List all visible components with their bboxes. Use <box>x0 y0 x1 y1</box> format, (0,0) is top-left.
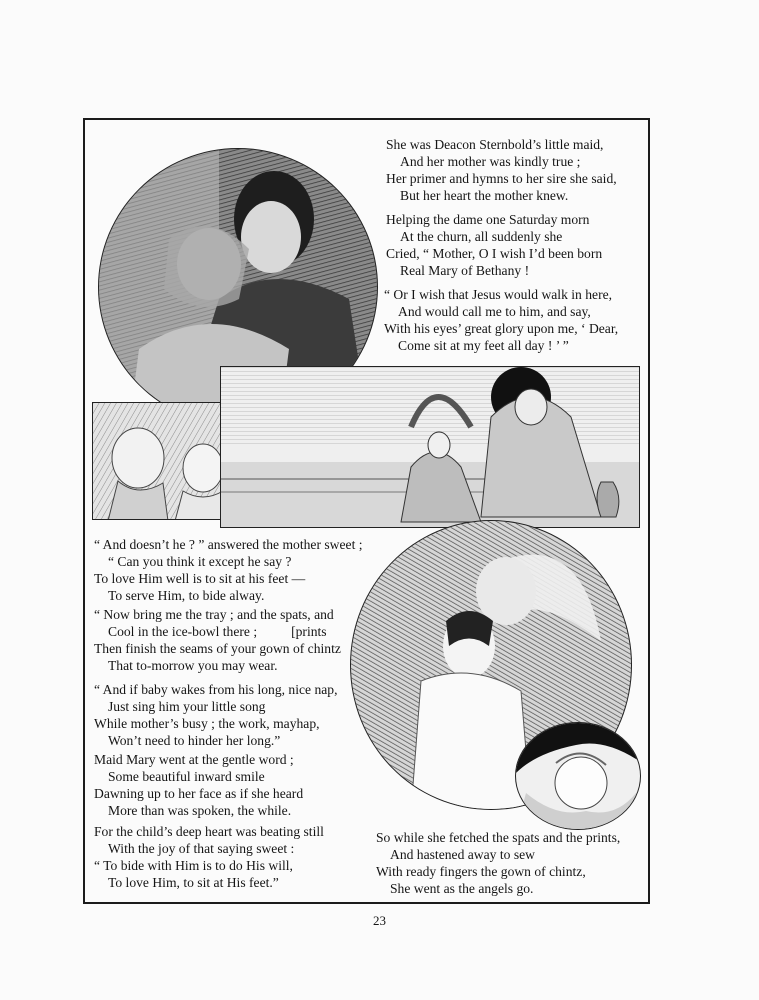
verse-line: More than was spoken, the while. <box>108 803 292 818</box>
verse-line: Some beautiful inward smile <box>108 769 265 784</box>
verse-line: At the churn, all suddenly she <box>400 229 563 244</box>
verse-line: She went as the angels go. <box>390 881 534 896</box>
verse-line: To serve Him, to bide alway. <box>108 588 265 603</box>
stanza-7 <box>94 751 303 819</box>
verse-line: “ Now bring me the tray ; and the spats, and <box>94 607 334 622</box>
stanza-2 <box>386 211 602 279</box>
stanza-9 <box>376 829 620 897</box>
baby-face-illustration <box>515 722 641 830</box>
page-number: 23 <box>373 913 386 928</box>
verse-line: With ready fingers the gown of chintz, <box>376 864 586 879</box>
verse-line: That to-morrow you may wear. <box>108 658 278 673</box>
verse-line: Cool in the ice-bowl there ; [prints <box>108 624 327 639</box>
stanza-5 <box>94 606 341 674</box>
verse-line: Then finish the seams of your gown of chintz <box>94 641 341 656</box>
stanza-1 <box>386 136 617 204</box>
verse-line: For the child’s deep heart was beating still <box>94 824 324 839</box>
stanza-6 <box>94 681 338 749</box>
mary-at-jesus-feet-illustration <box>220 366 640 528</box>
verse-line: She was Deacon Sternbold’s little maid, <box>386 137 604 152</box>
stanza-3 <box>384 286 618 354</box>
verse-line: Maid Mary went at the gentle word ; <box>94 752 294 767</box>
verse-line: And her mother was kindly true ; <box>400 154 581 169</box>
verse-line: Dawning up to her face as if she heard <box>94 786 304 801</box>
verse-line: To love Him, to sit at His feet.” <box>108 875 279 890</box>
verse-line: But her heart the mother knew. <box>400 188 569 203</box>
verse-line: Cried, “ Mother, O I wish I’d been born <box>386 246 603 261</box>
verse-line: “ Can you think it except he say ? <box>108 554 292 569</box>
verse-line: Won’t need to hinder her long.” <box>108 733 281 748</box>
verse-line: Her primer and hymns to her sire she said, <box>386 171 617 186</box>
verse-line: While mother’s busy ; the work, mayhap, <box>94 716 320 731</box>
verse-line: So while she fetched the spats and the prints, <box>376 830 621 845</box>
verse-line: “ Or I wish that Jesus would walk in here, <box>384 287 613 302</box>
verse-line: Real Mary of Bethany ! <box>400 263 530 278</box>
stanza-4 <box>94 536 363 604</box>
verse-line: Just sing him your little song <box>108 699 266 714</box>
verse-line: And hastened away to sew <box>390 847 535 862</box>
verse-line: With his eyes’ great glory upon me, ‘ Dear, <box>384 321 619 336</box>
verse-line: Helping the dame one Saturday morn <box>386 212 590 227</box>
verse-line: To love Him well is to sit at his feet — <box>94 571 306 586</box>
verse-line: “ And if baby wakes from his long, nice nap, <box>94 682 338 697</box>
verse-line: “ And doesn’t he ? ” answered the mother sweet ; <box>94 537 363 552</box>
verse-line: With the joy of that saying sweet : <box>108 841 295 856</box>
stanza-8 <box>94 823 324 891</box>
verse-line: And would call me to him, and say, <box>398 304 591 319</box>
verse-line: “ To bide with Him is to do His will, <box>94 858 293 873</box>
verse-line: Come sit at my feet all day ! ’ ” <box>398 338 569 353</box>
